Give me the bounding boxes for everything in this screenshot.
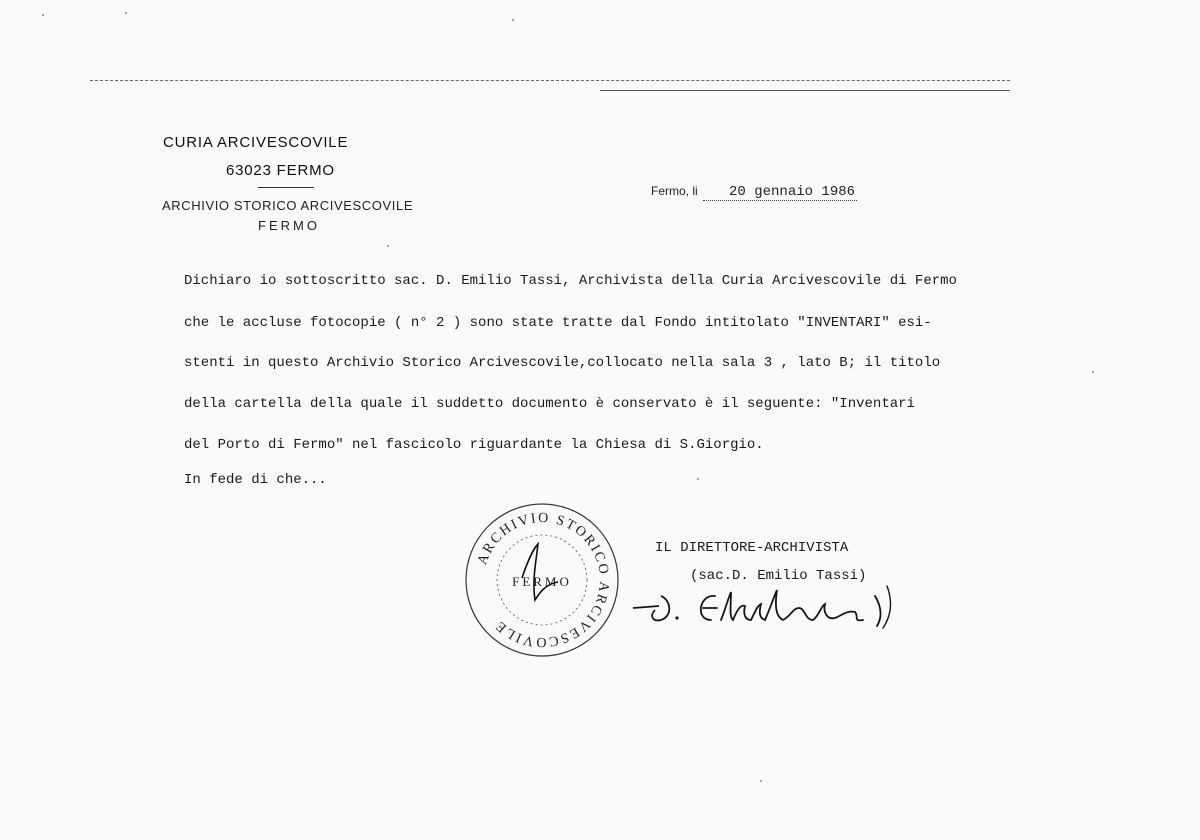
scan-speck (42, 14, 44, 16)
date-prefix: Fermo, li (651, 184, 698, 198)
scan-speck (125, 12, 127, 14)
letterhead-divider (258, 187, 314, 188)
scan-speck (1092, 371, 1094, 373)
body-line-3: stenti in questo Archivio Storico Arcivescovile,collocato nella sala 3 , lato B; il titolo (184, 355, 941, 371)
body-line-5: del Porto di Fermo" nel fascicolo riguardante la Chiesa di S.Giorgio. (184, 437, 764, 453)
archive-stamp-line2: FERMO (258, 218, 320, 233)
scan-speck (697, 478, 699, 480)
scan-speck (387, 245, 389, 247)
body-line-2: che le accluse fotocopie ( n° 2 ) sono state tratte dal Fondo intitolato "INVENTARI" esi- (184, 315, 932, 331)
scan-speck (760, 780, 762, 782)
seal-center-text: FERMO (512, 574, 572, 589)
scan-speck (512, 19, 514, 21)
handwritten-signature (625, 576, 905, 636)
letterhead-institution: CURIA ARCIVESCOVILE (163, 134, 349, 151)
top-solid-rule (600, 90, 1010, 91)
seal-ring-text: ARCHIVIO STORICO ARCIVESCOVILE (475, 510, 612, 650)
archive-seal (462, 500, 622, 660)
signatory-name: (sac.D. Emilio Tassi) (690, 568, 867, 584)
body-line-4: della cartella della quale il suddetto documento è conservato è il seguente: "Inventari (184, 396, 915, 412)
top-dashed-rule (90, 80, 1010, 81)
archive-stamp-line1: ARCHIVIO STORICO ARCIVESCOVILE (162, 198, 414, 213)
body-line-1: Dichiaro io sottoscritto sac. D. Emilio Tassi, Archivista della Curia Arcivescovile di Fermo (184, 273, 957, 289)
letterhead-city: 63023 FERMO (226, 162, 335, 179)
body-line-6: In fede di che... (184, 472, 327, 488)
signatory-title: IL DIRETTORE-ARCHIVISTA (655, 540, 849, 556)
date-value: 20 gennaio 1986 (703, 184, 857, 201)
date-line (651, 184, 857, 201)
